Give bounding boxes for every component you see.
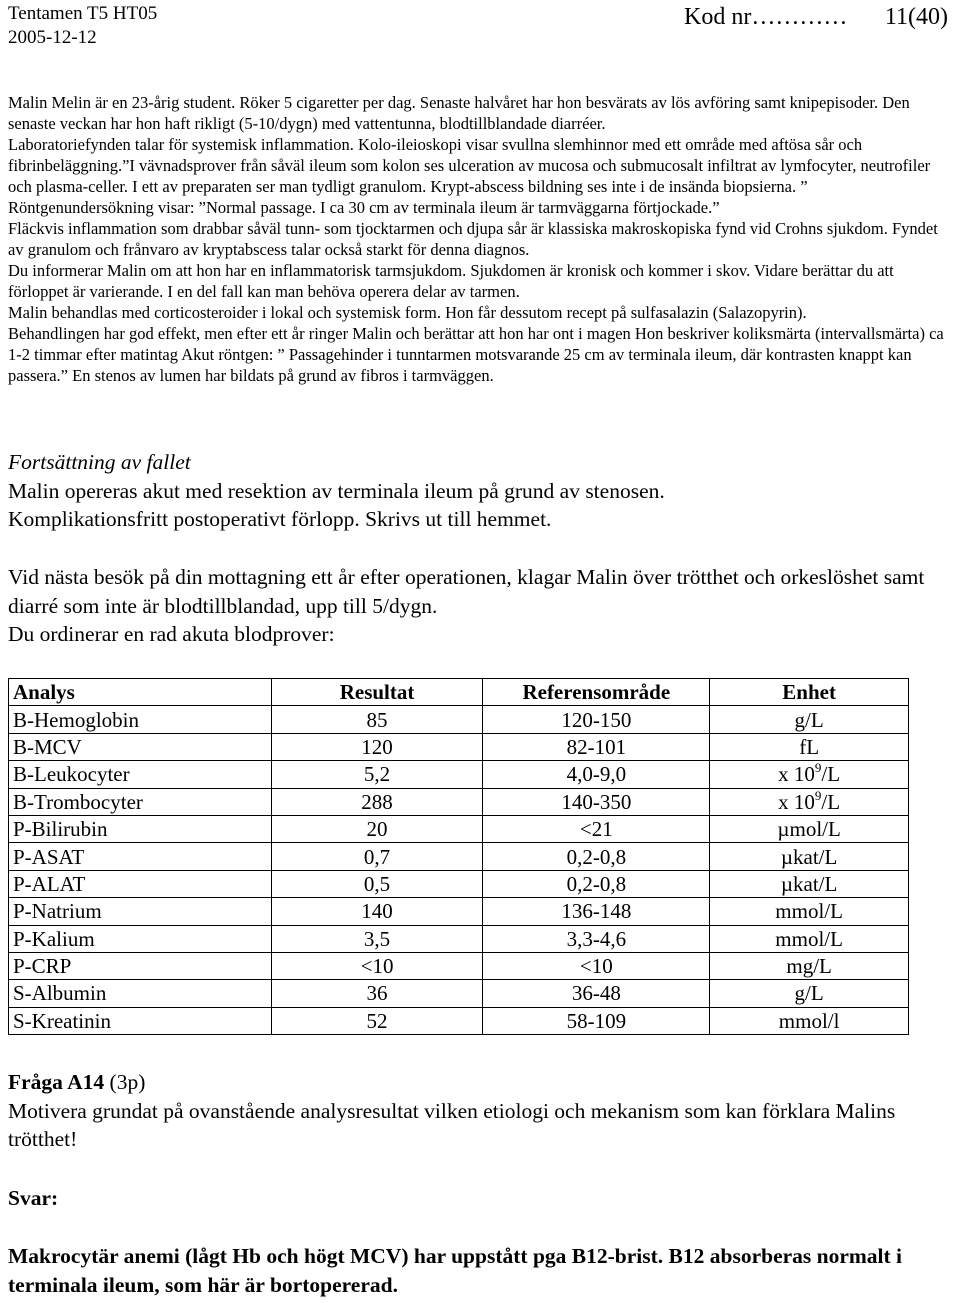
question-title	[8, 1068, 953, 1097]
continuation-line-2: Komplikationsfritt postoperativt förlopp. Skrivs ut till hemmet.	[8, 507, 552, 531]
table-row	[9, 733, 909, 760]
reference-cell: 0,2-0,8	[483, 870, 710, 897]
table-row	[9, 925, 909, 952]
reference-cell: 82-101	[483, 733, 710, 760]
unit-exponent: 9	[814, 787, 822, 803]
case-paragraph-6: Behandlingen har god effekt, men efter ett år ringer Malin och berättar att hon har ont i magen Hon beskriver koliksmärta (intervallsmärta) ca 1-2 timmar efter matintag Akut röntgen: ” Passagehinder i tunntarmen motsvarande 25 cm av terminala ileum, där kontrasten knappt kan passera.” En stenos av lumen har bildats på grund av fibros i tarmväggen.	[8, 324, 944, 385]
table-header-row	[9, 679, 909, 706]
reference-cell: 58-109	[483, 1007, 710, 1034]
unit-cell: mg/L	[710, 952, 909, 979]
reference-cell: 120-150	[483, 706, 710, 733]
analysis-cell: S-Albumin	[9, 980, 272, 1007]
table-row	[9, 870, 909, 897]
header-left	[8, 2, 157, 50]
lab-table-body	[9, 706, 909, 1035]
table-row	[9, 761, 909, 788]
table-row	[9, 1007, 909, 1034]
unit-base: x 10	[778, 789, 815, 814]
analysis-cell: P-Natrium	[9, 898, 272, 925]
code-number: Kod nr…………	[684, 4, 848, 30]
question-points: (3p)	[104, 1070, 146, 1094]
table-row	[9, 952, 909, 979]
column-header: Analys	[9, 679, 272, 706]
result-cell: 0,5	[271, 870, 483, 897]
question-label: Fråga A14	[8, 1070, 105, 1094]
reference-cell: 136-148	[483, 898, 710, 925]
lab-results-table	[8, 678, 909, 1035]
exam-date: 2005-12-12	[8, 27, 97, 48]
reference-cell: 3,3-4,6	[483, 925, 710, 952]
case-paragraph-3: Fläckvis inflammation som drabbar såväl tunn- som tjocktarmen och djupa sår är klassiska makroskopiska fynd vid Crohns sjukdom. Fyndet av granulom och frånvaro av kryptabscess talar också starkt för denna diagnos.	[8, 219, 938, 259]
continuation-line-1: Malin opereras akut med resektion av terminala ileum på grund av stenosen.	[8, 478, 665, 503]
continuation-heading: Fortsättning av fallet	[8, 450, 191, 474]
table-row	[9, 788, 909, 815]
result-cell: 288	[271, 788, 483, 815]
analysis-cell: P-ASAT	[9, 843, 272, 870]
analysis-cell: P-ALAT	[9, 870, 272, 897]
reference-cell: <21	[483, 815, 710, 842]
table-row	[9, 843, 909, 870]
reference-cell: <10	[483, 952, 710, 979]
analysis-cell: B-Hemoglobin	[9, 706, 272, 733]
result-cell: 120	[271, 733, 483, 760]
case-paragraph-4: Du informerar Malin om att hon har en inflammatorisk tarmsjukdom. Sjukdomen är kronisk och kommer i skov. Vidare berättar du att förloppet är varierande. I en del fall kan man behöva operera delar av tarmen.	[8, 261, 894, 301]
table-row	[9, 706, 909, 733]
reference-cell: 0,2-0,8	[483, 843, 710, 870]
unit-cell: fL	[710, 733, 909, 760]
question-text: Motivera grundat på ovanstående analysresultat vilken etiologi och mekanism som kan förklara Malins trötthet!	[8, 1098, 896, 1151]
column-header: Resultat	[271, 679, 483, 706]
unit-suffix: /L	[821, 762, 841, 787]
reference-cell: 4,0-9,0	[483, 761, 710, 788]
exam-title: Tentamen T5 HT05	[8, 3, 158, 24]
result-cell: 140	[271, 898, 483, 925]
result-cell: 0,7	[271, 843, 483, 870]
answer-label: Svar:	[8, 1186, 59, 1210]
table-row	[9, 980, 909, 1007]
unit-cell: g/L	[710, 706, 909, 733]
reference-cell: 36-48	[483, 980, 710, 1007]
column-header: Enhet	[710, 679, 909, 706]
analysis-cell: P-Kalium	[9, 925, 272, 952]
result-cell: 52	[271, 1007, 483, 1034]
case-paragraph-5: Malin behandlas med corticosteroider i lokal och systemisk form. Hon får dessutom recept på sulfasalazin (Salazopyrin).	[8, 303, 807, 322]
result-cell: 85	[271, 706, 483, 733]
continuation-section	[8, 448, 953, 534]
visit-section	[8, 563, 953, 649]
unit-cell: mmol/L	[710, 925, 909, 952]
unit-cell: mmol/L	[710, 898, 909, 925]
unit-cell: µkat/L	[710, 843, 909, 870]
answer-label-block	[8, 1184, 953, 1213]
unit-exponent: 9	[814, 760, 822, 776]
result-cell: 20	[271, 815, 483, 842]
blood-tests-intro: Du ordinerar en rad akuta blodprover:	[8, 622, 335, 646]
unit-cell	[710, 788, 909, 815]
result-cell: 36	[271, 980, 483, 1007]
analysis-cell: S-Kreatinin	[9, 1007, 272, 1034]
answer-section	[8, 1242, 953, 1299]
unit-cell: µmol/L	[710, 815, 909, 842]
result-cell: <10	[271, 952, 483, 979]
answer-text: Makrocytär anemi (lågt Hb och högt MCV) har uppstått pga B12-brist. B12 absorberas normalt i terminala ileum, som här är bortopererad.	[8, 1244, 903, 1297]
analysis-cell: P-Bilirubin	[9, 815, 272, 842]
result-cell: 3,5	[271, 925, 483, 952]
case-text	[8, 92, 953, 386]
unit-cell	[710, 761, 909, 788]
table-row	[9, 815, 909, 842]
case-paragraph-2: Laboratoriefynden talar för systemisk inflammation. Kolo-ileioskopi visar svullna slemhinnor med ett område med aftösa sår och fibrinbeläggning.”I vävnadsprover från såväl ileum som kolon ses ulceration av mucosa och submucosalt infiltrat av lymfocyter, neutrofiler och plasma-celler. I ett av preparaten ser man tydligt granulom. Krypt-abscess bildning ses inte i de insända biopsierna. ” Röntgenundersökning visar: ”Normal passage. I ca 30 cm av terminala ileum är tarmväggarna förtjockade.”	[8, 135, 931, 217]
page-number: 11(40)	[884, 4, 948, 30]
unit-cell: mmol/l	[710, 1007, 909, 1034]
column-header: Referensområde	[483, 679, 710, 706]
analysis-cell: B-Leukocyter	[9, 761, 272, 788]
visit-text: Vid nästa besök på din mottagning ett år efter operationen, klagar Malin över trötthet och orkeslöshet samt diarré som inte är blodtillblandad, upp till 5/dygn.	[8, 565, 925, 618]
unit-suffix: /L	[821, 789, 841, 814]
case-paragraph-1: Malin Melin är en 23-årig student. Röker 5 cigaretter per dag. Senaste halvåret har hon besvärats av lös avföring samt knipepisoder. Den senaste veckan har hon haft rikligt (5-10/dygn) med vattentunna, blodtillblandade diarréer.	[8, 93, 910, 133]
result-cell: 5,2	[271, 761, 483, 788]
analysis-cell: B-MCV	[9, 733, 272, 760]
question-section	[8, 1068, 953, 1154]
analysis-cell: B-Trombocyter	[9, 788, 272, 815]
unit-cell: g/L	[710, 980, 909, 1007]
table-row	[9, 898, 909, 925]
analysis-cell: P-CRP	[9, 952, 272, 979]
unit-base: x 10	[778, 762, 815, 787]
reference-cell: 140-350	[483, 788, 710, 815]
unit-cell: µkat/L	[710, 870, 909, 897]
